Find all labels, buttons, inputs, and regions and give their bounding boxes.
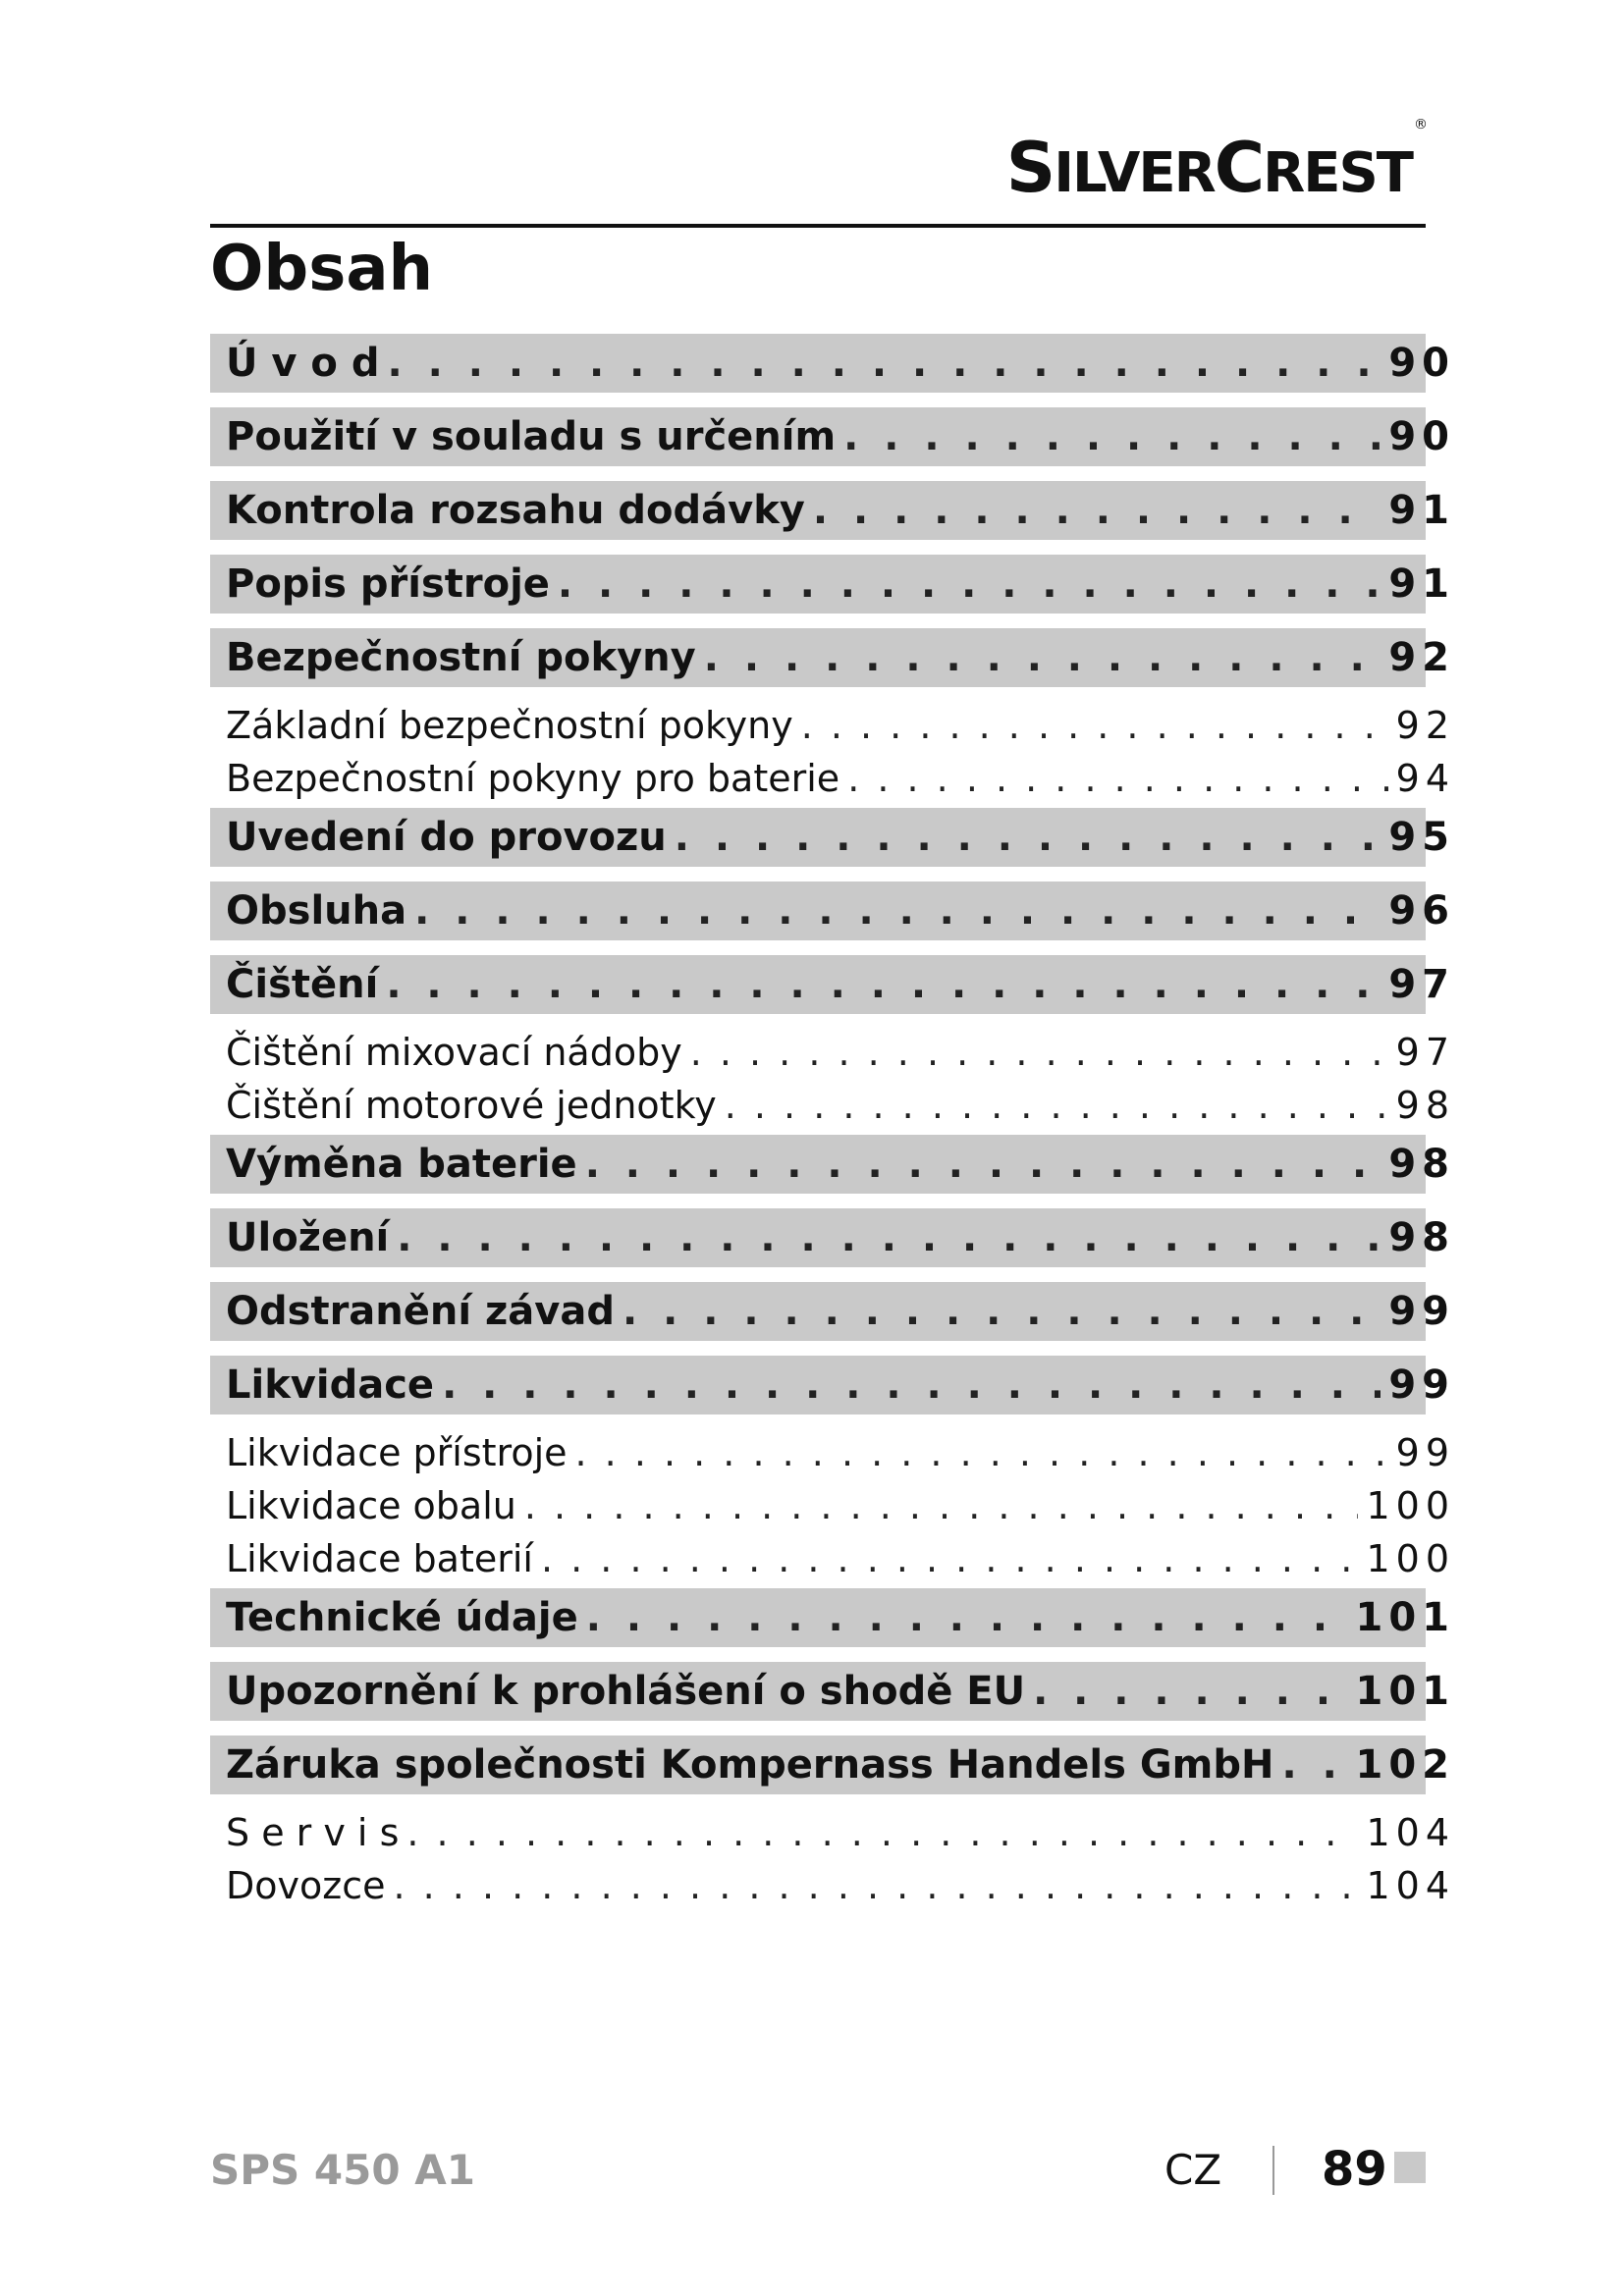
toc-dot-leader xyxy=(442,1362,1380,1408)
toc-chapter-row[interactable] xyxy=(210,955,1455,1014)
toc-entry-label: Uvedení do provozu xyxy=(226,815,667,860)
toc-dot-leader xyxy=(386,962,1380,1007)
toc-entry-page: 102 xyxy=(1355,1742,1455,1788)
toc-chapter-row[interactable] xyxy=(210,1662,1455,1721)
toc-entry-label: Likvidace přístroje xyxy=(226,1430,568,1474)
toc-dot-leader xyxy=(690,1031,1388,1074)
toc-section-row[interactable] xyxy=(210,1529,1455,1587)
trademark-symbol: ® xyxy=(1414,116,1426,133)
toc-entry-label: Bezpečnostní pokyny xyxy=(226,635,696,680)
toc-entry-label: Popis přístroje xyxy=(226,561,550,607)
toc-entry-label: Výměna baterie xyxy=(226,1142,577,1187)
toc-dot-leader xyxy=(843,414,1380,459)
toc-section-row[interactable] xyxy=(210,1476,1455,1534)
toc-entry-label: Bezpečnostní pokyny pro baterie xyxy=(226,756,840,800)
toc-dot-leader xyxy=(623,1289,1380,1334)
table-of-contents xyxy=(210,334,1455,1915)
toc-entry-label: Likvidace baterií xyxy=(226,1536,533,1580)
toc-dot-leader xyxy=(558,561,1380,607)
toc-dot-leader xyxy=(813,488,1380,533)
toc-entry-page: 96 xyxy=(1388,888,1455,934)
toc-dot-leader xyxy=(847,757,1387,800)
toc-entry-page: 99 xyxy=(1388,1289,1455,1334)
toc-chapter-row[interactable] xyxy=(210,1356,1455,1415)
toc-entry-label: Likvidace xyxy=(226,1362,435,1408)
toc-entry-page: 98 xyxy=(1395,1083,1455,1127)
header-rule xyxy=(210,224,1426,228)
toc-entry-label: Čištění mixovací nádoby xyxy=(226,1030,682,1074)
toc-chapter-row[interactable] xyxy=(210,1282,1455,1341)
toc-entry-page: 98 xyxy=(1388,1215,1455,1260)
toc-entry-page: 100 xyxy=(1366,1483,1455,1527)
toc-chapter-row[interactable] xyxy=(210,1588,1455,1647)
toc-entry-page: 91 xyxy=(1388,488,1455,533)
toc-section-row[interactable] xyxy=(210,1423,1455,1481)
toc-entry-label: Dovozce xyxy=(226,1863,386,1907)
toc-entry-page: 99 xyxy=(1395,1430,1455,1474)
toc-dot-leader xyxy=(524,1484,1359,1527)
brand-logo: SILVERCREST® xyxy=(1005,116,1426,208)
toc-entry-label: S e r v i s xyxy=(226,1810,400,1854)
toc-chapter-row[interactable] xyxy=(210,1135,1455,1194)
toc-chapter-row[interactable] xyxy=(210,1735,1455,1794)
toc-chapter-row[interactable] xyxy=(210,808,1455,867)
toc-chapter-row[interactable] xyxy=(210,334,1455,393)
toc-entry-page: 101 xyxy=(1355,1595,1455,1640)
toc-entry-label: Obsluha xyxy=(226,888,407,934)
toc-entry-label: Záruka společnosti Kompernass Handels GmbH xyxy=(226,1742,1274,1788)
toc-section-row[interactable] xyxy=(210,749,1455,807)
toc-dot-leader xyxy=(397,1215,1380,1260)
toc-chapter-row[interactable] xyxy=(210,555,1455,614)
toc-entry-page: 98 xyxy=(1388,1142,1455,1187)
toc-dot-leader xyxy=(406,1811,1358,1854)
toc-entry-label: Kontrola rozsahu dodávky xyxy=(226,488,805,533)
toc-entry-page: 92 xyxy=(1388,635,1455,680)
toc-entry-label: Čištění motorové jednotky xyxy=(226,1083,717,1127)
toc-entry-page: 104 xyxy=(1366,1863,1455,1907)
toc-dot-leader xyxy=(725,1084,1388,1127)
toc-dot-leader xyxy=(414,888,1380,934)
toc-chapter-row[interactable] xyxy=(210,1208,1455,1267)
toc-entry-page: 94 xyxy=(1395,756,1455,800)
toc-section-row[interactable] xyxy=(210,1856,1455,1914)
page-title: Obsah xyxy=(210,233,434,305)
footer-divider xyxy=(1272,2146,1274,2195)
toc-entry-page: 101 xyxy=(1355,1669,1455,1714)
toc-section-row[interactable] xyxy=(210,1023,1455,1081)
toc-dot-leader xyxy=(704,635,1381,680)
footer-square-icon xyxy=(1394,2152,1426,2183)
toc-chapter-row[interactable] xyxy=(210,881,1455,940)
toc-section-row[interactable] xyxy=(210,696,1455,754)
toc-dot-leader xyxy=(1033,1669,1347,1714)
toc-entry-page: 99 xyxy=(1388,1362,1455,1408)
toc-dot-leader xyxy=(586,1595,1348,1640)
footer-model: SPS 450 A1 xyxy=(210,2146,475,2194)
toc-entry-label: Technické údaje xyxy=(226,1595,578,1640)
toc-chapter-row[interactable] xyxy=(210,407,1455,466)
toc-entry-label: Upozornění k prohlášení o shodě EU xyxy=(226,1669,1026,1714)
toc-dot-leader xyxy=(575,1431,1388,1474)
toc-dot-leader xyxy=(801,704,1388,747)
toc-entry-label: Odstranění závad xyxy=(226,1289,615,1334)
toc-entry-label: Čištění xyxy=(226,962,379,1007)
toc-entry-page: 95 xyxy=(1388,815,1455,860)
footer-page-number: 89 xyxy=(1322,2142,1387,2197)
toc-entry-page: 100 xyxy=(1366,1536,1455,1580)
toc-entry-page: 90 xyxy=(1388,414,1455,459)
toc-entry-page: 97 xyxy=(1395,1030,1455,1074)
toc-entry-page: 97 xyxy=(1388,962,1455,1007)
toc-dot-leader xyxy=(585,1142,1381,1187)
toc-dot-leader xyxy=(393,1864,1358,1907)
toc-entry-label: Likvidace obalu xyxy=(226,1483,516,1527)
toc-entry-page: 91 xyxy=(1388,561,1455,607)
toc-chapter-row[interactable] xyxy=(210,481,1455,540)
toc-dot-leader xyxy=(1281,1742,1347,1788)
toc-chapter-row[interactable] xyxy=(210,628,1455,687)
toc-section-row[interactable] xyxy=(210,1076,1455,1134)
toc-entry-page: 92 xyxy=(1395,703,1455,747)
toc-entry-label: Uložení xyxy=(226,1215,390,1260)
toc-dot-leader xyxy=(541,1537,1359,1580)
footer-language: CZ xyxy=(1164,2146,1222,2194)
toc-entry-page: 90 xyxy=(1388,341,1455,386)
toc-entry-page: 104 xyxy=(1366,1810,1455,1854)
toc-dot-leader xyxy=(675,815,1381,860)
toc-dot-leader xyxy=(387,341,1380,386)
toc-entry-label: Použití v souladu s určením xyxy=(226,414,837,459)
toc-entry-label: Ú v o d xyxy=(226,341,380,386)
toc-entry-label: Základní bezpečnostní pokyny xyxy=(226,703,793,747)
toc-section-row[interactable] xyxy=(210,1803,1455,1861)
